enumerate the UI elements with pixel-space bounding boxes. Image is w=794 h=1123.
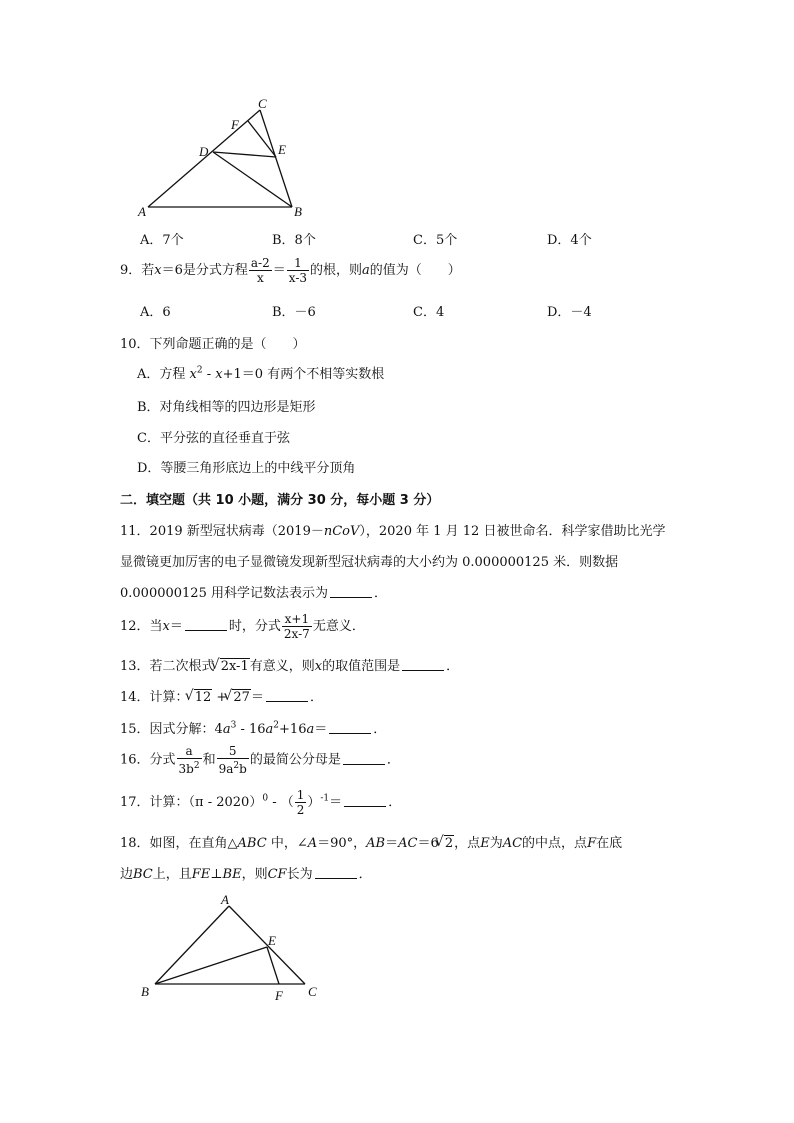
q15: 15．因式分解：$4a^3 - 16a^2+16a=$ ． xyxy=(120,720,387,737)
q11-line1: 11．2019 新型冠状病毒（2019－nCoV），2020 年 1 月 12 日被世命名．科学家借助比光学 xyxy=(120,524,666,539)
answer-blank[interactable] xyxy=(329,721,371,734)
label-E: E xyxy=(278,142,286,157)
answer-blank[interactable] xyxy=(330,585,372,598)
label-A: A xyxy=(221,892,229,907)
q8-option-a: A．7个 xyxy=(140,233,184,248)
q14: 14．计算： √ 12 + √ 27＝ ． xyxy=(120,686,323,705)
label-E: E xyxy=(268,933,276,948)
q16: 16．分式 $\frac{a}{3b^2}$ 和 $\frac{5}{9a^2b}$ 的最简公分母是 ． xyxy=(120,744,400,776)
q10-stem: 10．下列命题正确的是（ ） xyxy=(120,337,306,352)
label-C: C xyxy=(308,984,317,999)
q8-option-d: D．4个 xyxy=(547,233,592,248)
answer-blank[interactable] xyxy=(344,794,386,807)
q8-option-b: B．8个 xyxy=(272,233,316,248)
q9-option-d: D．－4 xyxy=(547,305,592,320)
label-B: B xyxy=(141,984,149,999)
answer-blank[interactable] xyxy=(343,752,385,765)
q12: 12．当x＝ 时，分式 $\frac{x+1}{2x-7}$ 无意义． xyxy=(120,612,365,641)
label-B: B xyxy=(294,204,302,219)
label-C: C xyxy=(258,96,267,111)
q11-line3: 0.000000125 用科学记数法表示为 ． xyxy=(120,586,387,601)
label-A: A xyxy=(138,204,146,219)
answer-blank[interactable] xyxy=(402,658,444,671)
q18-line2: 边BC上，且FE⊥BE，则CF长为 ． xyxy=(120,867,372,882)
q10-option-d: D．等腰三角形底边上的中线平分顶角 xyxy=(137,461,356,476)
q18-line1: 18．如图，在直角△ABC 中，∠A＝90°，AB＝AC＝6 √ 2，点E为AC的中点，点F在底 xyxy=(120,832,622,851)
triangle-figure-top xyxy=(130,95,320,225)
q11-line2: 显微镜更加厉害的电子显微镜发现新型冠状病毒的大小约为 0.000000125 米．则数据 xyxy=(120,555,619,570)
answer-blank[interactable] xyxy=(266,689,308,702)
q9-option-c: C．4 xyxy=(413,305,445,320)
q10-option-a: A．方程 $x^2 - x+1=0$ 有两个不相等实数根 xyxy=(137,365,385,382)
section-heading: 二．填空题（共 10 小题，满分 30 分，每小题 3 分） xyxy=(120,493,440,508)
triangle-figure-bottom xyxy=(135,892,335,1007)
q10-option-c: C．平分弦的直径垂直于弦 xyxy=(137,431,290,446)
answer-blank[interactable] xyxy=(315,866,357,879)
answer-blank[interactable] xyxy=(185,618,227,631)
q9-option-b: B．－6 xyxy=(272,305,316,320)
q9-option-a: A．6 xyxy=(140,305,171,320)
q10-option-b: B．对角线相等的四边形是矩形 xyxy=(137,400,316,415)
label-F: F xyxy=(231,117,239,132)
q9-stem: 9．若x＝6是分式方程 $\frac{a-2}{x}$ ＝ $\frac{1}{x-3}$ 的根，则a的值为（ ） xyxy=(120,256,461,285)
label-F: F xyxy=(275,988,283,1003)
q17: 17．计算：（π - 2020）$^0$ - （ $\frac{1}{2}$ ）$^{-1}$＝ ． xyxy=(120,788,402,817)
q8-option-c: C．5个 xyxy=(413,233,458,248)
label-D: D xyxy=(199,144,209,159)
q13: 13．若二次根式 √ 2x-1有意义，则x的取值范围是 ． xyxy=(120,655,459,674)
